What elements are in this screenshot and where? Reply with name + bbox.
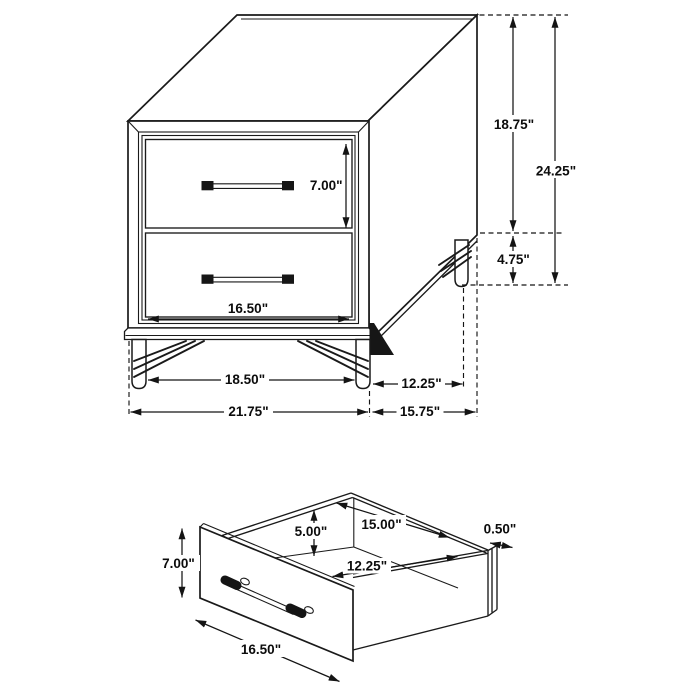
right-wall-bottom-edge [353,616,488,650]
handle-end-right [290,608,302,614]
dim-label-front-leg-span: 18.50" [224,372,266,387]
left-wall-top-edges [222,493,353,539]
dim-label-total-depth: 15.75" [399,404,441,419]
dim-label-interior-height: 5.00" [294,524,328,539]
nightstand-view [125,15,478,389]
drawer-detail-view [200,493,497,661]
dim-label-drawer-front-width: 16.50" [240,642,282,657]
dim-label-interior-depth: 12.25" [346,558,388,574]
dim-label-drawer-height: 7.00" [309,178,343,193]
handle-end-left [202,181,214,190]
interior-left-floor-edge [267,547,354,559]
dim-label-leg-height: 4.75" [497,252,530,267]
dim-label-cabinet-height: 18.75" [493,117,535,132]
dim-label-total-height: 24.25" [535,163,577,179]
dim-label-drawer-width: 16.50" [227,301,269,316]
dim-label-total-width: 21.75" [228,404,269,419]
nightstand-front-face [128,121,369,328]
dim-label-side-leg-span: 12.25" [401,376,442,391]
base-molding [125,328,373,340]
handle-end-right [282,275,294,284]
dim-label-wall-thickness: 0.50" [483,521,517,537]
right-wall-back-edges [488,546,497,617]
handle-end-left [225,580,237,586]
handle-end-right [282,181,294,190]
dim-label-drawer-front-height: 7.00" [162,556,195,571]
dim-label-interior-width: 15.00" [361,517,402,532]
handle-end-left [202,275,214,284]
